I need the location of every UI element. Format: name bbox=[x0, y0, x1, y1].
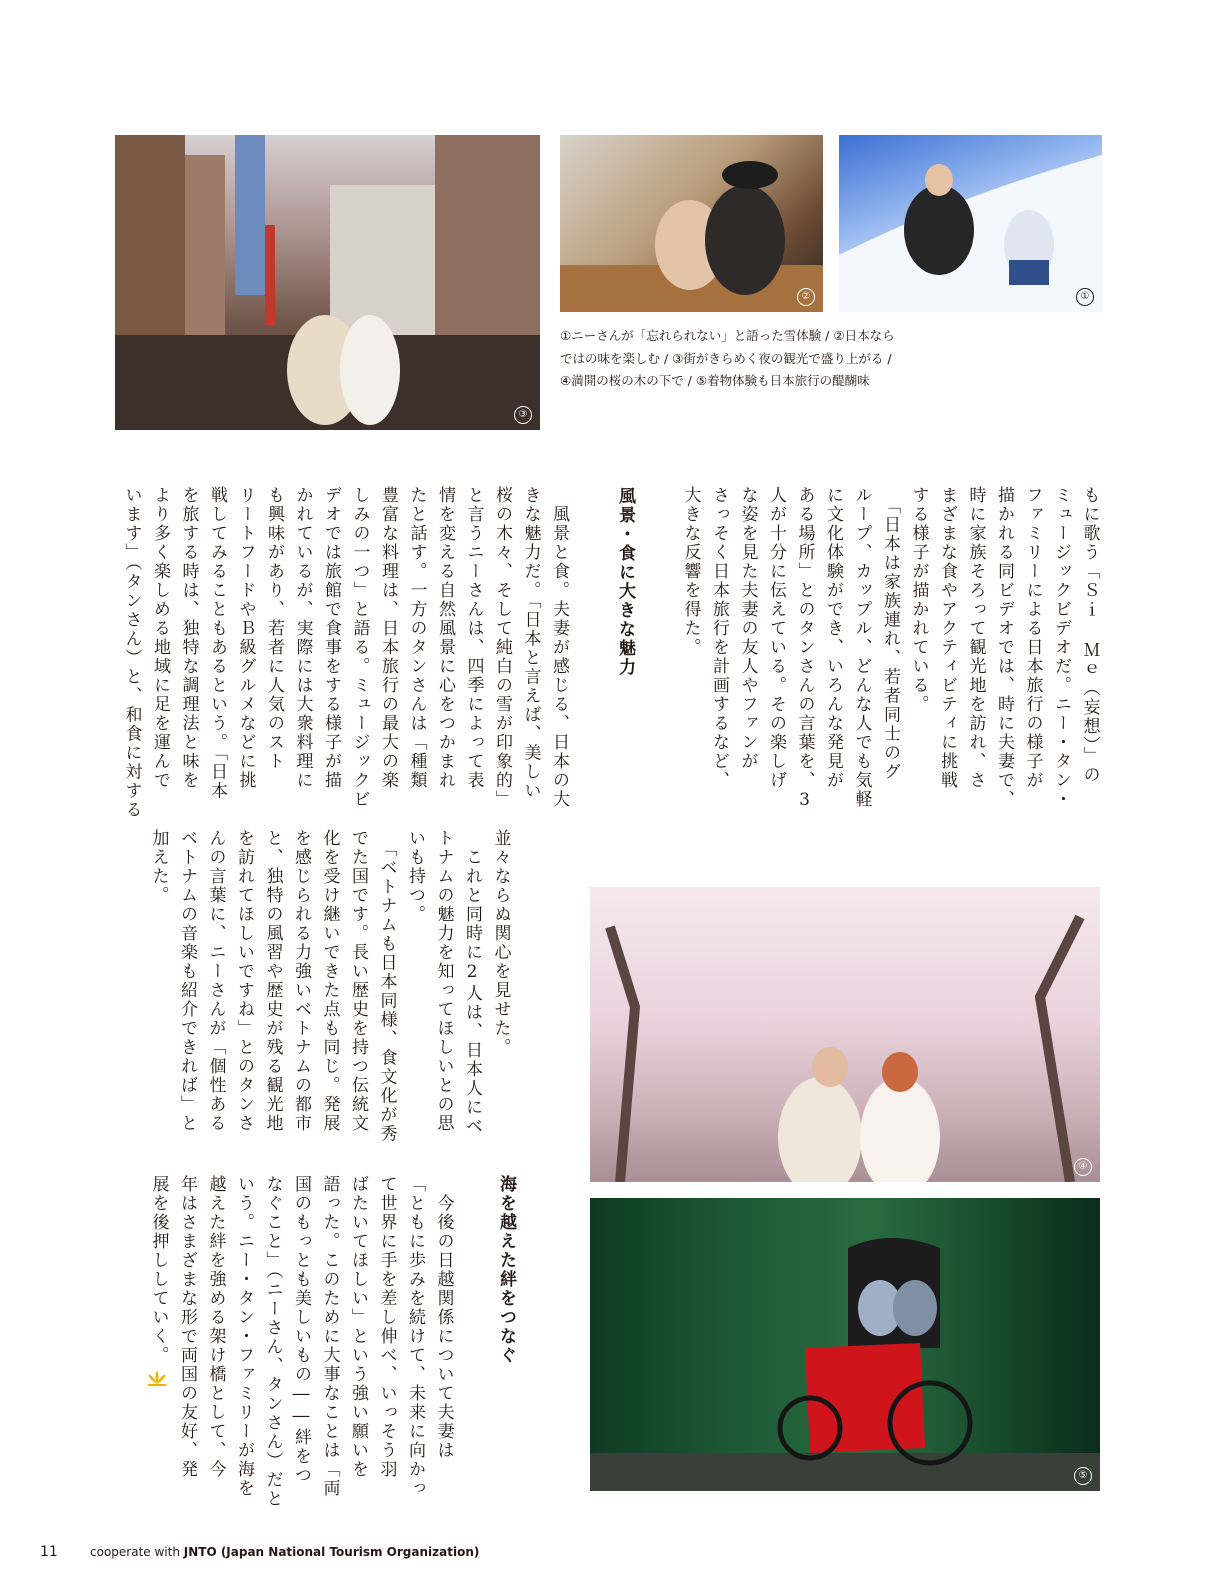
footer-prefix: cooperate with bbox=[90, 1545, 184, 1559]
photo-number-1: ① bbox=[1076, 288, 1094, 306]
photo-osaka-street bbox=[115, 135, 540, 430]
body-text-top-right: もに歌う「Ｓｉ Ｍｅ（妄想）」の ミュージックビデオだ。ニー・タン・ ファミリーによる日本旅行の様子が 描かれる同ビデオでは、時に夫妻で、 時に家族そろって観光地を訪れ、さ まざまな食やアクティビティに挑戦 する様子が描かれている。 「日本は家族連れ、若者同士のグ ループ、カップル、どんな人でも気軽 に文化体験ができ、いろんな発見が ある場所」とのタンさんの言葉を、3 人が十分に伝えている。その楽しげ な姿を見た夫妻の友人やファンが さっそく日本旅行を計画するなど、 大きな反響を得た。 bbox=[680, 486, 1100, 812]
dining-scene bbox=[560, 135, 823, 312]
cherry-blossom-scene bbox=[590, 887, 1100, 1182]
osaka-street-scene bbox=[115, 135, 540, 430]
lotus-icon bbox=[145, 1368, 169, 1386]
photo-caption: ①ニーさんが「忘れられない」と語った雪体験 / ②日本ならではの味を楽しむ / ③街がきらめく夜の観光で盛り上がる / ④満開の桜の木の下で / ⑤着物体験も日本旅行の醍醐味 bbox=[560, 328, 895, 388]
photo-number-2: ② bbox=[797, 288, 815, 306]
photo-number-4: ④ bbox=[1074, 1158, 1092, 1176]
body-text-top-left: 風景と食。夫妻が感じる、日本の大 きな魅力だ。「日本と言えば、美しい 桜の木々、そして純白の雪が印象的」 と言うニーさんは、四季によって表 情を変える自然風景に心をつかまれ たと話す。一方のタンさんは「種類 豊富な料理は、日本旅行の最大の楽 しみの一つ」と語る。ミュージックビ デオでは旅館で食事をする様子が描 かれているが、実際には大衆料理に も興味があり、若者に人気のスト リートフードやＢ級グルメなどに挑 戦してみることもあるという。「日本 を旅する時は、独特な調理法と味を より多く楽しめる地域に足を運んで います」（タンさん）と、和食に対する bbox=[121, 486, 569, 820]
heading-bond: 海を越えた絆をつなぐ bbox=[496, 1175, 516, 1365]
photo-snow bbox=[839, 135, 1102, 312]
footer-organization: JNTO (Japan National Tourism Organization) bbox=[183, 1545, 480, 1559]
snow-scene bbox=[839, 135, 1102, 312]
body-text-bottom: 今後の日越関係について夫妻は 「ともに歩みを続けて、未来に向かっ て世界に手を差し伸べ、いっそう羽 ばたいてほしい」という強い願いを 語った。このために大事なことは「両 国のもっとも美しいもの――絆をつ なぐこと」（ニーさん、タンさん）だと いう。ニー・タン・ファミリーが海を 越えた絆を強める架け橋として、今 年はさまざまな形で両国の友好、発 展を後押ししていく。 bbox=[148, 1175, 454, 1509]
photo-number-3: ③ bbox=[514, 406, 532, 424]
photo-cherry-blossoms bbox=[590, 887, 1100, 1182]
photo-number-5: ⑤ bbox=[1074, 1467, 1092, 1485]
page-footer bbox=[40, 1544, 479, 1560]
page-number: 11 bbox=[40, 1544, 58, 1560]
photo-bamboo-rickshaw bbox=[590, 1198, 1100, 1491]
heading-food-scenery: 風景・食に大きな魅力 bbox=[615, 487, 635, 677]
photo-dining bbox=[560, 135, 823, 312]
body-text-middle: 並々ならぬ関心を見せた。 これと同時に2人は、日本人にベ トナムの魅力を知ってほしいとの思 いも持つ。 「ベトナムも日本同様、食文化が秀 でた国です。長い歴史を持つ伝統文 化を受け継いできた点も同じ。発展 を感じられる力強いベトナムの都市 と、独特の風習や歴史が残る観光地 を訪れてほしいですね」とのタンさ んの言葉に、ニーさんが「個性ある ベトナムの音楽も紹介できれば」と 加えた。 bbox=[148, 829, 511, 1144]
bamboo-rickshaw-scene bbox=[590, 1198, 1100, 1491]
